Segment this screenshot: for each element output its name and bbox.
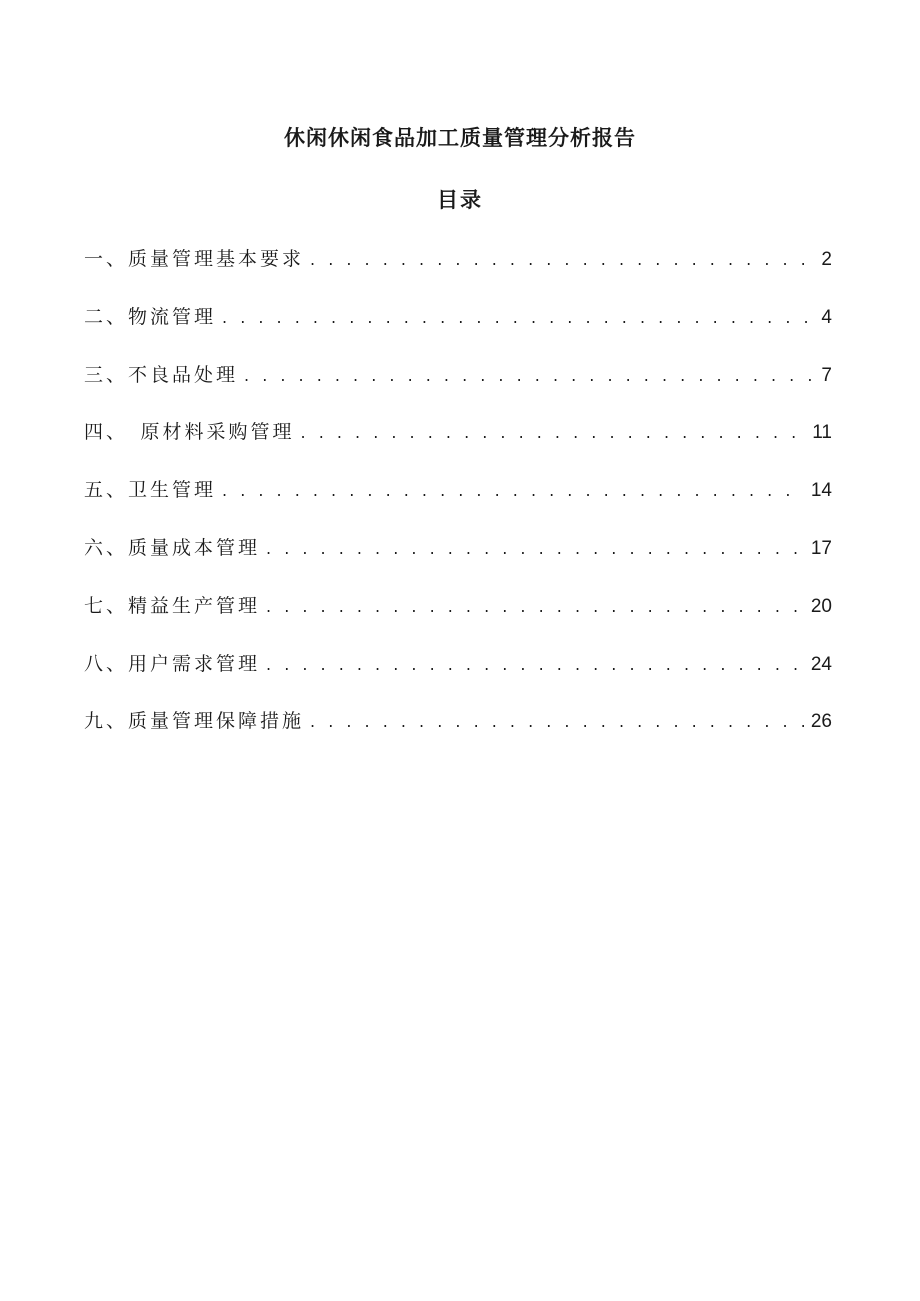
toc-entry-label: 二、物流管理 [84,305,217,328]
toc-dot-leader [244,366,815,385]
toc-entry-page: 24 [810,653,832,675]
toc-dot-leader [310,712,805,731]
toc-entry-label: 八、用户需求管理 [84,652,261,675]
toc-entry-page: 4 [821,306,832,328]
toc-entry-9[interactable] [84,706,832,764]
toc-entry-page: 7 [821,364,832,386]
document-title: 休闲休闲食品加工质量管理分析报告 [284,126,636,150]
toc-entry-7[interactable] [84,591,832,649]
toc-entry-page: 11 [812,422,832,444]
toc-entry-page: 20 [810,595,832,617]
toc-entry-label: 七、精益生产管理 [84,594,261,617]
toc-entry-label: 九、质量管理保障措施 [84,710,305,733]
toc-dot-leader [266,655,805,674]
toc-dot-leader [266,597,805,616]
toc-dot-leader [310,250,815,269]
toc-entry-3[interactable] [84,360,832,418]
toc-entry-page: 17 [810,537,832,559]
toc-entry-label: 六、质量成本管理 [84,536,261,559]
toc-heading: 目录 [437,188,483,212]
toc-entry-6[interactable] [84,533,832,591]
toc-dot-leader [222,481,805,500]
toc-entry-label: 四、 原材料采购管理 [84,421,295,444]
toc-entry-page: 14 [810,480,832,502]
toc-entry-label: 三、不良品处理 [84,363,239,386]
toc-entry-label: 五、卫生管理 [84,479,217,502]
toc-entry-2[interactable] [84,302,832,360]
table-of-contents [84,244,832,764]
toc-entry-8[interactable] [84,649,832,707]
toc-dot-leader [266,539,805,558]
toc-entry-5[interactable] [84,475,832,533]
toc-dot-leader [301,423,807,442]
toc-entry-1[interactable] [84,244,832,302]
toc-entry-label: 一、质量管理基本要求 [84,248,305,270]
toc-entry-4[interactable] [84,417,832,475]
toc-entry-page: 2 [821,249,832,270]
toc-entry-page: 26 [810,711,832,733]
toc-dot-leader [222,308,815,327]
